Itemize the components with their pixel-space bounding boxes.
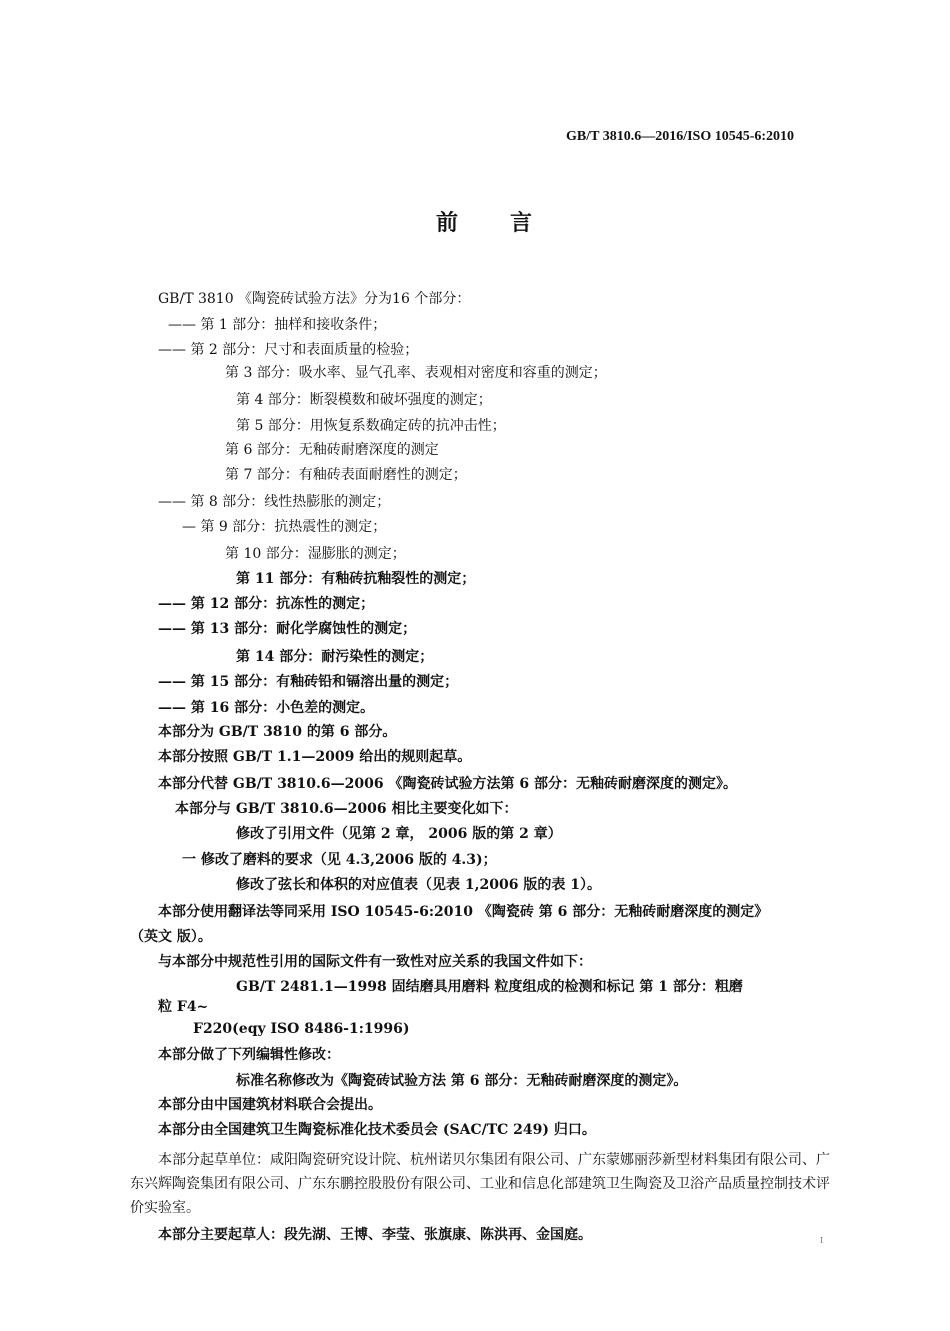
part-10-line: 第 10 部分：湿膨胀的测定； <box>225 546 406 562</box>
proposer-statement: 本部分由中国建筑材料联合会提出。 <box>158 1097 382 1113</box>
committee-statement: 本部分由全国建筑卫生陶瓷标准化技术委员会 (SAC/TC 249) 归口。 <box>158 1122 596 1138</box>
part-statement: 本部分为 GB/T 3810 的第 6 部分。 <box>158 724 397 740</box>
part-6-line: 第 6 部分：无釉砖耐磨深度的测定 <box>225 442 439 458</box>
part-7-line: 第 7 部分：有釉砖表面耐磨性的测定； <box>225 467 467 483</box>
intro-line: GB/T 3810 《陶瓷砖试验方法》分为16 个部分： <box>158 291 471 307</box>
part-12-line: —— 第 12 部分：抗冻性的测定； <box>158 596 375 612</box>
reference-doc-line-2: 粒 F4~ <box>158 999 209 1015</box>
part-13-line: —— 第 13 部分：耐化学腐蚀性的测定； <box>158 621 417 637</box>
part-9-line: — 第 9 部分：抗热震性的测定； <box>182 519 387 535</box>
part-4-line: 第 4 部分：断裂模数和破坏强度的测定； <box>236 392 492 408</box>
page-title: 前言 <box>436 210 585 236</box>
page-number: I <box>820 1236 824 1245</box>
part-3-line: 第 3 部分：吸水率、显气孔率、表观相对密度和容重的测定； <box>225 365 607 381</box>
change-item-2: 一 修改了磨料的要求（见 4.3,2006 版的 4.3)； <box>182 852 497 868</box>
change-item-1: 修改了引用文件（见第 2 章， 2006 版的第 2 章） <box>236 826 562 842</box>
reference-doc-line-1: GB/T 2481.1—1998 固结磨具用磨料 粒度组成的检测和标记 第 1 部分：粗磨 <box>236 979 743 995</box>
part-14-line: 第 14 部分：耐污染性的测定； <box>236 649 434 665</box>
reference-doc-line-3: F220(eqy ISO 8486-1:1996) <box>193 1021 410 1037</box>
standard-number: GB/T 3810.6—2016/ISO 10545-6:2010 <box>566 129 795 144</box>
adoption-statement-cont: （英文 版）。 <box>130 929 212 945</box>
part-8-line: —— 第 8 部分：线性热膨胀的测定； <box>158 494 391 510</box>
drafters-statement: 本部分主要起草人：段先湖、王博、李莹、张旗康、陈洪再、金国庭。 <box>158 1227 592 1243</box>
editorial-intro: 本部分做了下列编辑性修改： <box>158 1047 340 1063</box>
replaces-statement: 本部分代替 GB/T 3810.6—2006 《陶瓷砖试验方法第 6 部分：无釉砖耐磨深度的测定》。 <box>158 776 737 792</box>
part-11-line: 第 11 部分：有釉砖抗釉裂性的测定； <box>236 571 476 587</box>
part-5-line: 第 5 部分：用恢复系数确定砖的抗冲击性； <box>236 418 506 434</box>
part-16-line: —— 第 16 部分：小色差的测定。 <box>158 700 375 716</box>
changes-intro: 本部分与 GB/T 3810.6—2006 相比主要变化如下： <box>175 801 518 817</box>
part-2-line: —— 第 2 部分：尺寸和表面质量的检验； <box>158 342 419 358</box>
change-item-3: 修改了弦长和体积的对应值表（见表 1,2006 版的表 1）。 <box>236 877 601 893</box>
part-1-line: —— 第 1 部分：抽样和接收条件； <box>168 317 387 333</box>
drafting-rules: 本部分按照 GB/T 1.1—2009 给出的规则起草。 <box>158 749 472 765</box>
part-15-line: —— 第 15 部分：有釉砖铅和镉溶出量的测定； <box>158 674 459 690</box>
correspondence-intro: 与本部分中规范性引用的国际文件有一致性对应关系的我国文件如下： <box>158 954 592 970</box>
drafting-units-paragraph: 本部分起草单位：咸阳陶瓷研究设计院、杭州诺贝尔集团有限公司、广东蒙娜丽莎新型材料集团有限公司、广东兴辉陶瓷集团有限公司、广东东鹏控股股份有限公司、工业和信息化部建筑卫生陶瓷及卫浴产品质量控制技术评价实验室。 <box>130 1152 830 1216</box>
adoption-statement: 本部分使用翻译法等同采用 ISO 10545-6:2010 《陶瓷砖 第 6 部分：无釉砖耐磨深度的测定》 <box>158 904 769 920</box>
editorial-item: 标准名称修改为《陶瓷砖试验方法 第 6 部分：无釉砖耐磨深度的测定》。 <box>236 1073 688 1089</box>
